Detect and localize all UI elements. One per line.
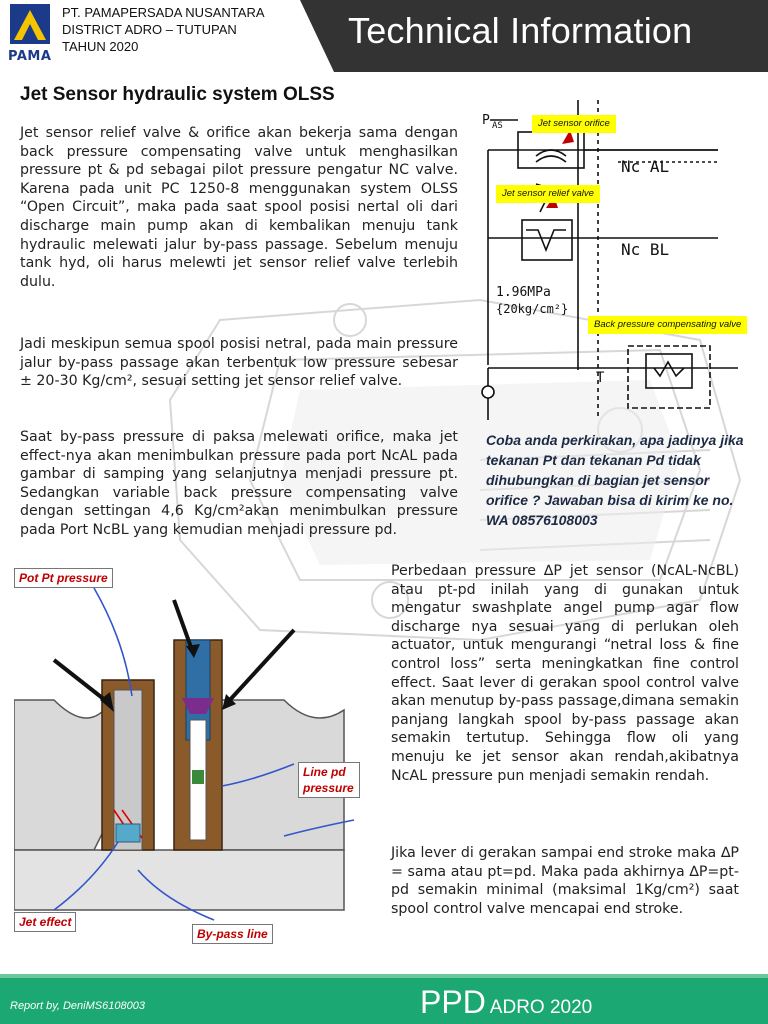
jet-sensor-relief-tag: Jet sensor relief valve [496, 185, 600, 203]
pas-port-subscript: AS [492, 121, 503, 131]
delta-p-paragraph: Perbedaan pressure ∆P jet sensor (NcAL-NcBL) atau pt-pd inilah yang di gunakan untuk mengatur swashplate angel pump agar flow discharge nya sesuai yang di perlukan oleh actuator, untuk mengurangi “netral loss & fine control loss” serta meningkatkan fine control effect. Saat lever di gerakan spool control valve akan menutup by-pass passage,dimana semakin panjang langkah spool by-pass passage akan semakin tertutup. Sehingga flow oli yang menuju ke jet sensor akan rendah,akibatnya NcAL pressure pun menjadi semakin rendah. [391, 563, 739, 784]
end-stroke-paragraph: Jika lever di gerakan sampai end stroke maka ∆P = sama atau pt=pd. Maka pada akhirnya ∆P=pt-pd semakin minimal (maksimal 1Kg/cm²) saat spool control valve mencapai end stroke. [391, 845, 739, 917]
jet-effect-callout: Jet effect [14, 912, 76, 932]
back-pressure-valve-tag: Back pressure compensating valve [588, 316, 747, 334]
page-header [0, 0, 768, 72]
ncbl-port-label: Nc BL [621, 240, 670, 259]
bypass-line-callout: By-pass line [192, 924, 273, 944]
logo-wordmark: PAMA [8, 49, 52, 64]
company-district: DISTRICT ADRO – TUTUPAN [62, 22, 237, 37]
document-title: Jet Sensor hydraulic system OLSS [20, 84, 335, 105]
jet-sensor-orifice-tag: Jet sensor orifice [532, 115, 616, 133]
page-title: Technical Information [348, 10, 693, 51]
ppd-label: PPD [420, 984, 486, 1020]
pas-port-label: P [482, 113, 490, 128]
report-author: Report by, DeniMS6108003 [10, 1000, 145, 1012]
intro-paragraph: Jet sensor relief valve & orifice akan bekerja sama dengan back pressure compensating valve untuk menghasilkan pressure pt & pd sebagai pilot pressure pengatur NC valve. Karena pada unit PC 1250-8 menggunakan system OLSS “Open Circuit”, maka pada saat spool posisi nertal oli dari discharge main pump akan di kembalikan menuju tank hydraulic melewati jalur by-pass passage. Sebelum menuju tank hyd, oli harus melewti jet sensor relief valve terlebih dulu. [20, 125, 458, 290]
quiz-question: Coba anda perkirakan, apa jadinya jika tekanan Pt dan tekanan Pd tidak dihubungkan di bagian jet sensor orifice ? Jawaban bisa di kirim ke no. WA 08576108003 [486, 432, 744, 528]
pot-pt-pressure-callout: Pot Pt pressure [14, 568, 113, 588]
ppd-branding [420, 984, 592, 1021]
company-info [62, 4, 265, 55]
olss-hydraulic-schematic [478, 100, 768, 420]
low-pressure-paragraph: Jadi meskipun semua spool posisi netral, pada main pressure jalur by-pass passage akan terbentuk low pressure sebesar ± 20-30 Kg/cm², sesuai setting jet sensor relief valve. [20, 336, 458, 390]
adro-year-label: ADRO 2020 [489, 997, 593, 1018]
relief-setting-mpa: 1.96MPa [496, 285, 551, 300]
ncal-port-label: Nc AL [621, 157, 670, 176]
company-year: TAHUN 2020 [62, 39, 139, 54]
line-pd-pressure-callout: Line pd pressure [298, 762, 360, 798]
tank-port-label: T [596, 370, 605, 386]
orifice-paragraph: Saat by-pass pressure di paksa melewati orifice, maka jet effect-nya akan menimbulkan pressure pada port NcAL pada gambar di samping yang selanjutnya menjadi pressure pt. Sedangkan variable back pressure compensating valve dengan settingan 4,6 Kg/cm²akan menimbulkan pressure pada Port NcBL yang kemudian menjadi pressure pd. [20, 429, 458, 538]
relief-setting-kgcm: {20kg/cm²} [496, 302, 569, 316]
company-name: PT. PAMAPERSADA NUSANTARA [62, 5, 265, 20]
